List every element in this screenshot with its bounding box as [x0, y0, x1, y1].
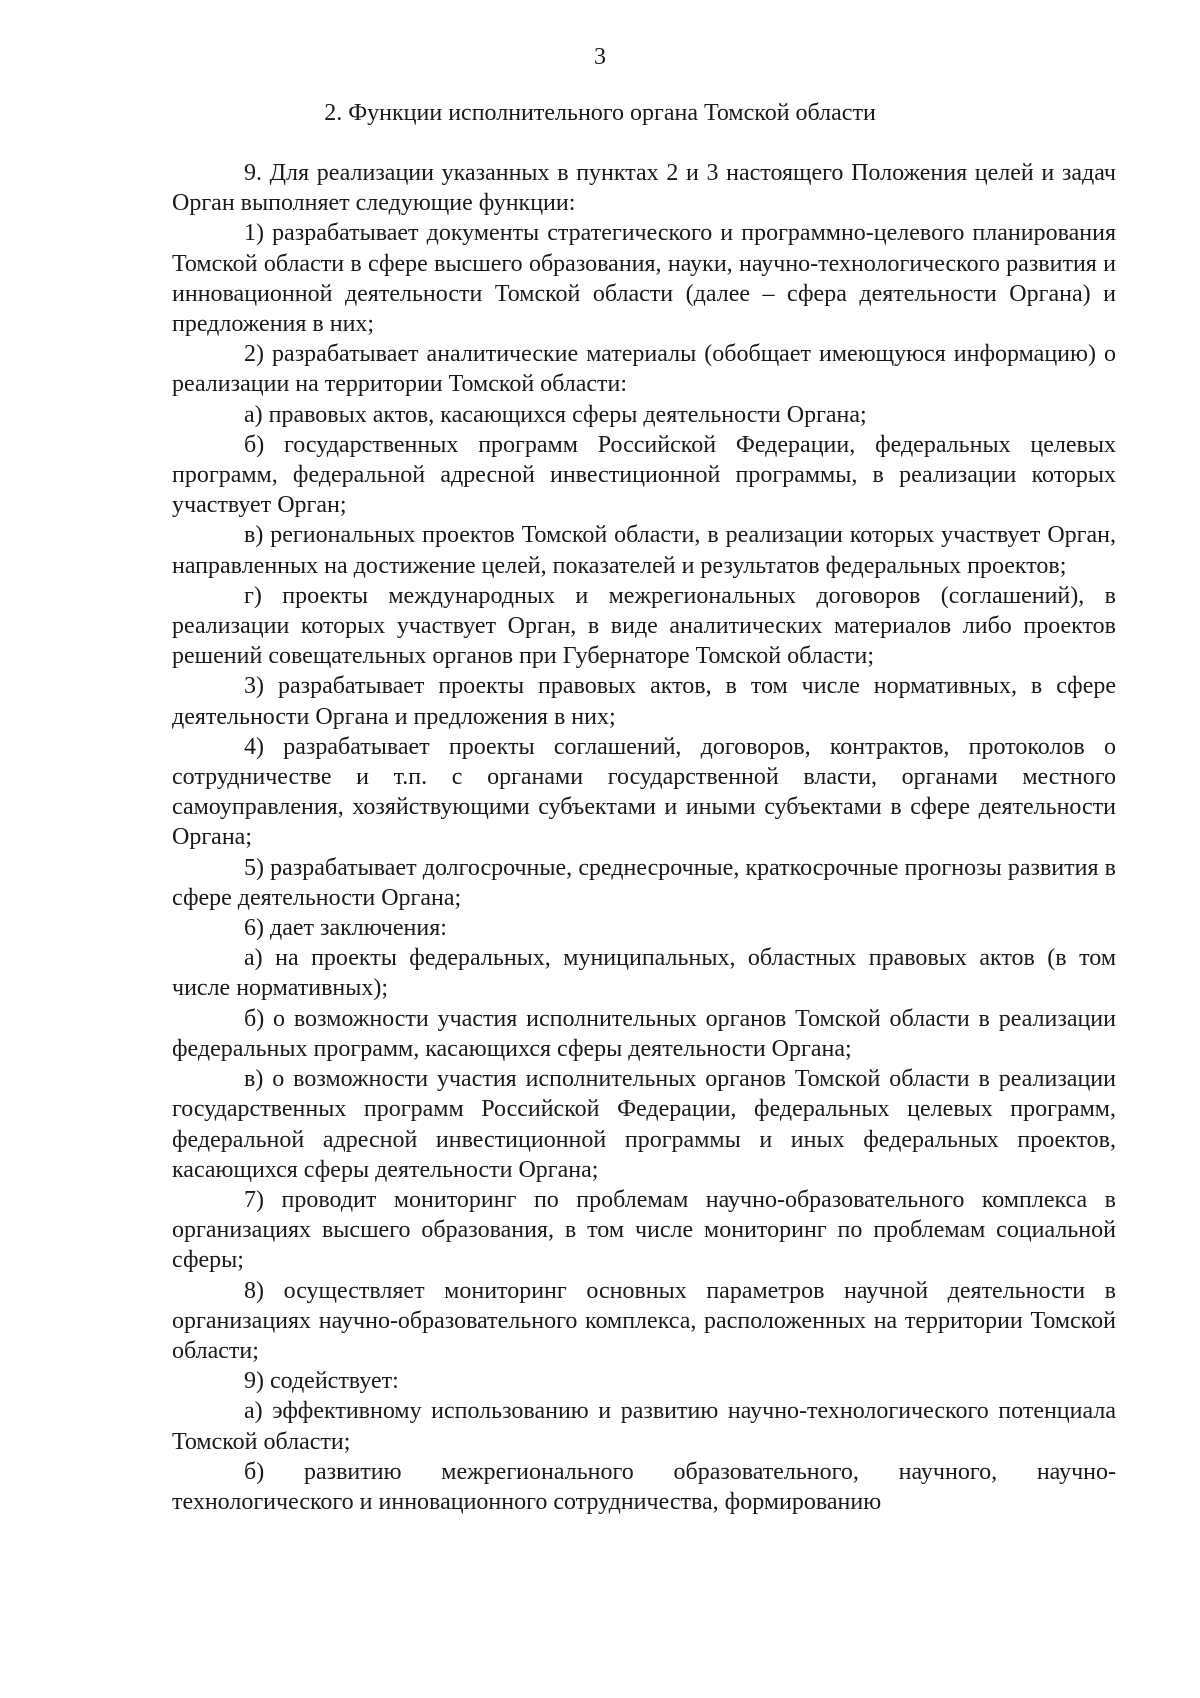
paragraph: в) о возможности участия исполнительных органов Томской области в реализации государственных программ Российской Федерации, федеральных целевых программ, федеральной адресной инвестиционной программы и иных федеральных проектов, касающихся сферы деятельности Органа; [172, 1066, 1116, 1183]
paragraph: 1) разрабатывает документы стратегического и программно-целевого планирования Томской области в сфере высшего образования, науки, научно-технологического развития и инновационной деятельности Томской области (далее – сфера деятельности Органа) и предложения в них; [172, 220, 1116, 338]
paragraph: а) правовых актов, касающихся сферы деятельности Органа; [244, 401, 867, 428]
paragraph: 2) разрабатывает аналитические материалы (обобщает имеющуюся информацию) о реализации на территории Томской области: [172, 341, 1116, 398]
paragraph: б) государственных программ Российской Федерации, федеральных целевых программ, федеральной адресной инвестиционной программы, в реализации которых участвует Орган; [172, 431, 1116, 519]
paragraph: 9) содействует: [244, 1368, 399, 1395]
paragraph: а) эффективному использованию и развитию научно-технологического потенциала Томской области; [172, 1398, 1116, 1455]
page-number: 3 [594, 44, 606, 70]
paragraph: 3) разрабатывает проекты правовых актов, в том числе нормативных, в сфере деятельности Органа и предложения в них; [172, 673, 1116, 730]
paragraph: г) проекты международных и межрегиональных договоров (соглашений), в реализации которых участвует Орган, в виде аналитических материалов либо проектов решений совещательных органов при Губернаторе Томской области; [172, 582, 1116, 670]
paragraph: 6) дает заключения: [244, 915, 447, 942]
paragraph: 7) проводит мониторинг по проблемам научно-образовательного комплекса в организациях высшего образования, в том числе мониторинг по проблемам социальной сферы; [172, 1186, 1116, 1274]
paragraph: 5) разрабатывает долгосрочные, среднесрочные, краткосрочные прогнозы развития в сфере деятельности Органа; [172, 854, 1116, 911]
paragraph: б) развитию межрегионального образовательного, научного, научно-технологического и инновационного сотрудничества, формированию [172, 1458, 1116, 1515]
section-title: 2. Функции исполнительного органа Томской области [324, 100, 876, 126]
paragraph: 9. Для реализации указанных в пунктах 2 и 3 настоящего Положения целей и задач Орган выполняет следующие функции: [172, 160, 1116, 217]
paragraph: 8) осуществляет мониторинг основных параметров научной деятельности в организациях научно-образовательного комплекса, расположенных на территории Томской области; [172, 1277, 1116, 1364]
paragraph: б) о возможности участия исполнительных органов Томской области в реализации федеральных программ, касающихся сферы деятельности Органа; [172, 1005, 1116, 1062]
paragraph: в) региональных проектов Томской области, в реализации которых участвует Орган, направленных на достижение целей, показателей и результатов федеральных проектов; [172, 522, 1116, 579]
document-body [172, 158, 1116, 1517]
paragraph: 4) разрабатывает проекты соглашений, договоров, контрактов, протоколов о сотрудничестве и т.п. с органами государственной власти, органами местного самоуправления, хозяйствующими субъектами и иными субъектами в сфере деятельности Органа; [172, 733, 1116, 851]
paragraph: а) на проекты федеральных, муниципальных, областных правовых актов (в том числе нормативных); [172, 945, 1116, 1002]
